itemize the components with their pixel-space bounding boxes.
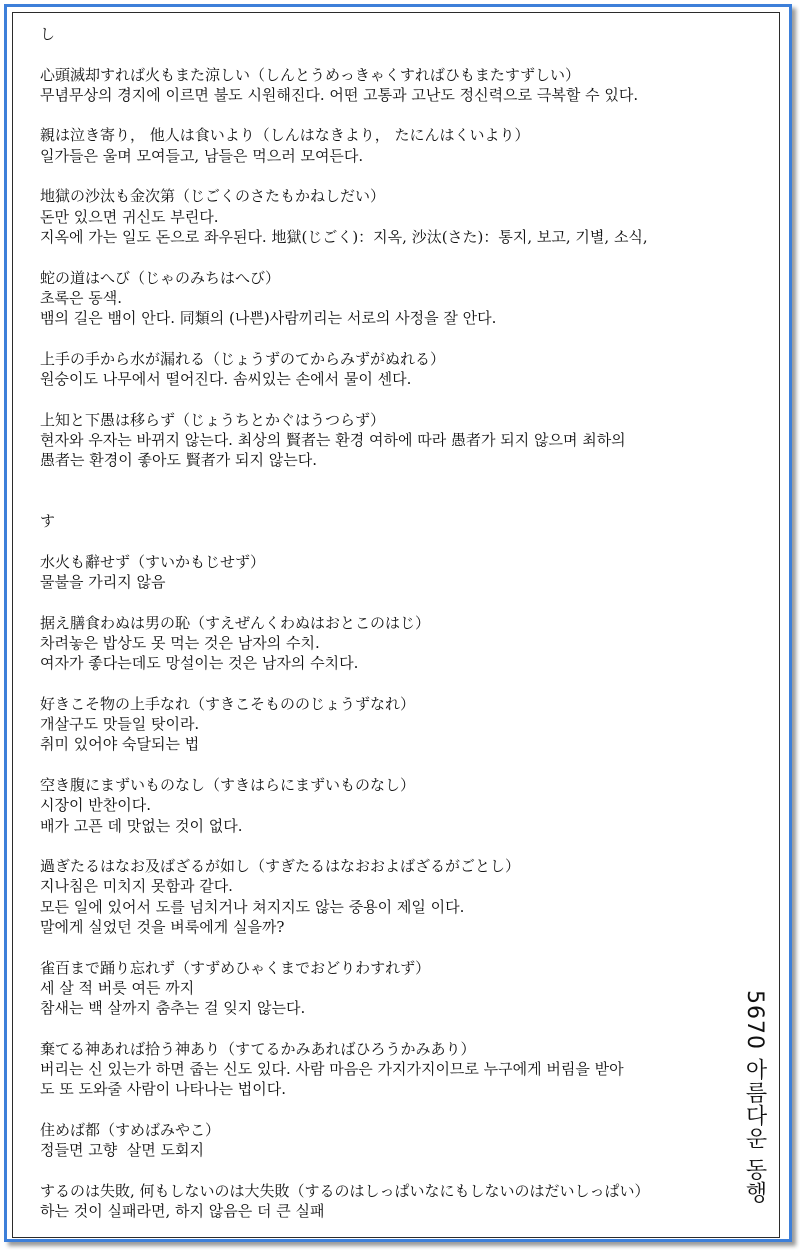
proverb-japanese: するのは失敗, 何もしないのは大失敗（するのはしっぱいなにもしないのはだいしっぱい）: [40, 1181, 650, 1200]
proverb-korean: 시장이 반찬이다.: [40, 796, 151, 815]
proverb-entry: [40, 1039, 740, 1100]
spacer: [40, 755, 740, 775]
proverb-japanese: 好きこそ物の上手なれ（すきこそもののじょうずなれ）: [40, 694, 416, 713]
proverb-entry: [40, 958, 740, 1019]
proverb-list: [40, 24, 740, 1222]
proverb-entry: [40, 186, 740, 247]
proverb-entry: [40, 65, 740, 106]
proverb-entry: [40, 268, 740, 329]
proverb-japanese: 上手の手から水が漏れる（じょうずのてからみずがぬれる）: [40, 349, 446, 368]
section: [40, 24, 740, 471]
spacer: [40, 1161, 740, 1181]
spacer: [40, 1019, 740, 1039]
spacer: [40, 328, 740, 348]
spacer: [40, 674, 740, 694]
proverb-korean: 현자와 우자는 바뀌지 않는다. 최상의 賢者는 환경 여하에 따라 愚者가 되지 않으며 최하의: [40, 430, 626, 449]
proverb-japanese: 蛇の道はへび（じゃのみちはへび）: [40, 268, 281, 287]
proverb-korean: 개살구도 맛들일 탓이라.: [40, 715, 200, 734]
spacer: [40, 247, 740, 267]
proverb-japanese: 棄てる神あれば拾う神あり（すてるかみあればひろうかみあり）: [40, 1039, 476, 1058]
proverb-entry: [40, 125, 740, 166]
section: [40, 511, 740, 1221]
proverb-japanese: 過ぎたるはなお及ばざるが如し（すぎたるはなおおよばざるがごとし）: [40, 857, 521, 876]
section-gap: [40, 471, 740, 512]
proverb-korean: 참새는 백 살까지 춤추는 걸 잊지 않는다.: [40, 999, 306, 1018]
proverb-korean: 하는 것이 실패라면, 하지 않음은 더 큰 실패: [40, 1202, 325, 1221]
proverb-korean: 지옥에 가는 일도 돈으로 좌우된다. 地獄(じごく)：지옥, 沙汰(さた)：통지, 보고, 기별, 소식,: [40, 227, 648, 246]
spacer: [40, 592, 740, 612]
spacer: [40, 389, 740, 409]
side-label: 5670 아름다운 동행: [742, 990, 767, 1204]
proverb-korean: 세 살 적 버릇 여든 까지: [40, 978, 195, 997]
proverb-korean: 버리는 신 있는가 하면 줍는 신도 있다. 사람 마음은 가지가지이므로 누구에게 버림을 받아: [40, 1060, 624, 1079]
proverb-entry: [40, 856, 740, 937]
spacer: [40, 836, 740, 856]
proverb-korean: 도 또 도와줄 사람이 나타나는 법이다.: [40, 1080, 286, 1099]
proverb-entry: [40, 349, 740, 390]
proverb-korean: 원숭이도 나무에서 떨어진다. 솜씨있는 손에서 물이 센다.: [40, 370, 412, 389]
proverb-japanese: 親は泣き寄り， 他人は食いより（しんはなきより， たにんはくいより）: [40, 126, 530, 145]
proverb-korean: 뱀의 길은 뱀이 안다. 同類의 (나쁜)사람끼리는 서로의 사정을 잘 안다.: [40, 309, 497, 328]
proverb-entry: [40, 613, 740, 674]
spacer: [40, 937, 740, 957]
proverb-korean: 지나침은 미치지 못함과 같다.: [40, 877, 233, 896]
proverb-entry: [40, 775, 740, 836]
proverb-korean: 초록은 동색.: [40, 288, 122, 307]
proverb-korean: 물불을 가리지 않음: [40, 573, 166, 592]
proverb-japanese: 上知と下愚は移らず（じょうちとかぐはうつらず）: [40, 410, 386, 429]
section-heading: す: [40, 512, 56, 531]
proverb-korean: 차려놓은 밥상도 못 먹는 것은 남자의 수치.: [40, 633, 320, 652]
spacer: [40, 531, 740, 551]
proverb-entry: [40, 694, 740, 755]
proverb-japanese: 心頭滅却すれば火もまた涼しい（しんとうめっきゃくすればひもまたすずしい）: [40, 65, 581, 84]
spacer: [40, 105, 740, 125]
proverb-korean: 여자가 좋다는데도 망설이는 것은 남자의 수치다.: [40, 654, 359, 673]
proverb-japanese: 住めば都（すめばみやこ）: [40, 1121, 221, 1140]
proverb-japanese: 空き腹にまずいものなし（すきはらにまずいものなし）: [40, 775, 416, 794]
proverb-japanese: 水火も辭せず（すいかもじせず）: [40, 552, 266, 571]
spacer: [40, 1100, 740, 1120]
proverb-korean: 모든 일에 있어서 도를 넘치거나 쳐지지도 않는 중용이 제일 이다.: [40, 897, 465, 916]
proverb-entry: [40, 1120, 740, 1161]
spacer: [40, 166, 740, 186]
section-heading: し: [40, 25, 56, 43]
proverb-entry: [40, 552, 740, 593]
proverb-korean: 돈만 있으면 귀신도 부린다.: [40, 207, 219, 226]
proverb-japanese: 据え膳食わぬは男の恥（すえぜんくわぬはおとこのはじ）: [40, 613, 431, 632]
proverb-korean: 무념무상의 경지에 이르면 불도 시원해진다. 어떤 고통과 고난도 정신력으로 극복할 수 있다.: [40, 85, 639, 104]
proverb-japanese: 雀百まで踊り忘れず（すずめひゃくまでおどりわすれず）: [40, 958, 431, 977]
proverb-entry: [40, 410, 740, 471]
proverb-korean: 愚者는 환경이 좋아도 賢者가 되지 않는다.: [40, 451, 317, 470]
spacer: [40, 44, 740, 64]
proverb-korean: 일가들은 울며 모여들고, 남들은 먹으러 모여든다.: [40, 146, 364, 165]
proverb-entry: [40, 1181, 740, 1222]
proverb-korean: 취미 있어야 숙달되는 법: [40, 735, 200, 754]
proverb-japanese: 地獄の沙汰も金次第（じごくのさたもかねしだい）: [40, 187, 386, 206]
proverb-korean: 정들면 고향 살면 도회지: [40, 1141, 204, 1160]
proverb-korean: 말에게 실었던 것을 벼룩에게 실을까?: [40, 918, 285, 937]
proverb-korean: 배가 고픈 데 맛없는 것이 없다.: [40, 816, 243, 835]
